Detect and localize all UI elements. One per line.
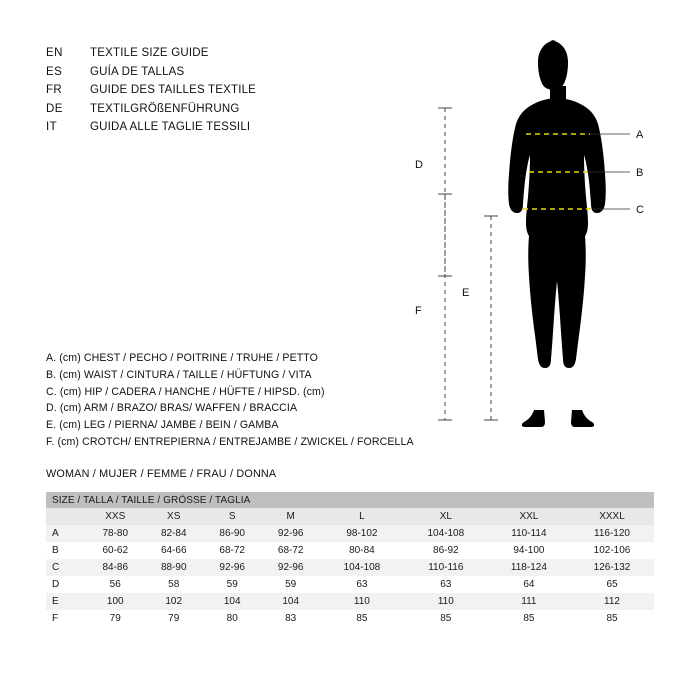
row-label-e: E xyxy=(46,593,86,610)
title-row xyxy=(46,100,256,119)
title-row xyxy=(46,44,256,63)
title-lang-es: ES xyxy=(46,65,63,78)
cell-c-xxxl: 126-132 xyxy=(570,559,654,576)
cell-a-xxs: 78-80 xyxy=(86,525,144,542)
table-row xyxy=(46,559,654,576)
title-lang-en: EN xyxy=(46,47,63,59)
cell-c-m: 92-96 xyxy=(261,559,319,576)
marker-label-c: C xyxy=(636,204,644,216)
cell-d-xxl: 64 xyxy=(488,576,570,593)
cell-b-xl: 86-92 xyxy=(404,542,488,559)
legend-block xyxy=(46,350,414,451)
size-table-wrap xyxy=(46,492,654,627)
table-row xyxy=(46,610,654,627)
cell-b-xxl: 94-100 xyxy=(488,542,570,559)
size-col-m: M xyxy=(261,508,319,525)
cell-d-l: 63 xyxy=(320,576,404,593)
cell-a-m: 92-96 xyxy=(261,525,319,542)
cell-d-xl: 63 xyxy=(404,576,488,593)
cell-e-m: 104 xyxy=(261,593,319,610)
legend-item-e: E. (cm) LEG / PIERNA/ JAMBE / BEIN / GAMBA xyxy=(46,419,279,432)
table-row xyxy=(46,525,654,542)
title-text-fr: GUIDE DES TAILLES TEXTILE xyxy=(90,84,257,97)
cell-f-l: 85 xyxy=(320,610,404,627)
cell-c-xxs: 84-86 xyxy=(86,559,144,576)
row-label-a: A xyxy=(46,525,86,542)
marker-label-e: E xyxy=(462,287,470,299)
legend-item-f: F. (cm) CROTCH/ ENTREPIERNA / ENTREJAMBE / ZWICKEL / FORCELLA xyxy=(46,435,414,448)
cell-f-xxxl: 85 xyxy=(570,610,654,627)
table-sizes-row xyxy=(46,508,654,525)
cell-e-xxl: 111 xyxy=(488,593,570,610)
row-label-c: C xyxy=(46,559,86,576)
cell-c-s: 92-96 xyxy=(203,559,261,576)
size-col-s: S xyxy=(203,508,261,525)
cell-d-xxxl: 65 xyxy=(570,576,654,593)
gender-label: WOMAN / MUJER / FEMME / FRAU / DONNA xyxy=(46,468,277,480)
size-col-l: L xyxy=(320,508,404,525)
row-label-f: F xyxy=(46,610,86,627)
figure-svg xyxy=(390,20,680,460)
title-block xyxy=(46,44,256,137)
cell-b-xs: 64-66 xyxy=(144,542,202,559)
cell-b-m: 68-72 xyxy=(261,542,319,559)
cell-a-xs: 82-84 xyxy=(144,525,202,542)
cell-d-s: 59 xyxy=(203,576,261,593)
cell-a-l: 98-102 xyxy=(320,525,404,542)
table-row xyxy=(46,593,654,610)
table-header-row xyxy=(46,492,654,508)
title-text-en: TEXTILE SIZE GUIDE xyxy=(90,47,209,59)
title-text-it: GUIDA ALLE TAGLIE TESSILI xyxy=(90,121,251,134)
woman-silhouette-icon xyxy=(508,40,606,427)
cell-e-xl: 110 xyxy=(404,593,488,610)
cell-f-xl: 85 xyxy=(404,610,488,627)
cell-d-xs: 58 xyxy=(144,576,202,593)
cell-f-m: 83 xyxy=(261,610,319,627)
cell-a-s: 86-90 xyxy=(203,525,261,542)
sizes-row-corner xyxy=(46,508,86,525)
table-row xyxy=(46,576,654,593)
title-row xyxy=(46,118,256,137)
cell-b-s: 68-72 xyxy=(203,542,261,559)
cell-a-xxl: 110-114 xyxy=(488,525,570,542)
title-text-es: GUÍA DE TALLAS xyxy=(90,65,185,78)
title-lang-fr: FR xyxy=(46,84,63,97)
cell-b-xxs: 60-62 xyxy=(86,542,144,559)
cell-a-xxxl: 116-120 xyxy=(570,525,654,542)
title-text-de: TEXTILGRÖßENFÜHRUNG xyxy=(90,102,240,115)
cell-e-l: 110 xyxy=(320,593,404,610)
cell-f-xs: 79 xyxy=(144,610,202,627)
cell-e-xs: 102 xyxy=(144,593,202,610)
marker-label-a: A xyxy=(636,129,644,141)
cell-a-xl: 104-108 xyxy=(404,525,488,542)
legend-item-b: B. (cm) WAIST / CINTURA / TAILLE / HÜFTUNG / VITA xyxy=(46,368,312,381)
title-row xyxy=(46,63,256,82)
size-col-xxs: XXS xyxy=(86,508,144,525)
marker-label-d: D xyxy=(415,159,423,171)
legend-item-c: C. (cm) HIP / CADERA / HANCHE / HÜFTE / HIPSD. (cm) xyxy=(46,385,325,398)
table-header-title: SIZE / TALLA / TAILLE / GRÖSSE / TAGLIA xyxy=(46,492,654,508)
cell-c-l: 104-108 xyxy=(320,559,404,576)
cell-b-l: 80-84 xyxy=(320,542,404,559)
table-row xyxy=(46,542,654,559)
cell-f-s: 80 xyxy=(203,610,261,627)
title-lang-it: IT xyxy=(46,121,58,134)
title-row xyxy=(46,81,256,100)
cell-c-xs: 88-90 xyxy=(144,559,202,576)
measurement-figure xyxy=(390,20,680,460)
cell-d-xxs: 56 xyxy=(86,576,144,593)
row-label-b: B xyxy=(46,542,86,559)
cell-f-xxs: 79 xyxy=(86,610,144,627)
size-table xyxy=(46,492,654,627)
title-lang-de: DE xyxy=(46,102,63,115)
cell-c-xxl: 118-124 xyxy=(488,559,570,576)
size-col-xs: XS xyxy=(144,508,202,525)
cell-c-xl: 110-116 xyxy=(404,559,488,576)
cell-e-xxxl: 112 xyxy=(570,593,654,610)
cell-d-m: 59 xyxy=(261,576,319,593)
marker-label-b: B xyxy=(636,167,644,179)
legend-item-d: D. (cm) ARM / BRAZO/ BRAS/ WAFFEN / BRACCIA xyxy=(46,402,298,415)
cell-e-xxs: 100 xyxy=(86,593,144,610)
size-col-xl: XL xyxy=(404,508,488,525)
size-col-xxxl: XXXL xyxy=(570,508,654,525)
cell-e-s: 104 xyxy=(203,593,261,610)
cell-b-xxxl: 102-106 xyxy=(570,542,654,559)
legend-item-a: A. (cm) CHEST / PECHO / POITRINE / TRUHE / PETTO xyxy=(46,352,319,364)
row-label-d: D xyxy=(46,576,86,593)
marker-label-f: F xyxy=(415,305,422,317)
cell-f-xxl: 85 xyxy=(488,610,570,627)
size-col-xxl: XXL xyxy=(488,508,570,525)
